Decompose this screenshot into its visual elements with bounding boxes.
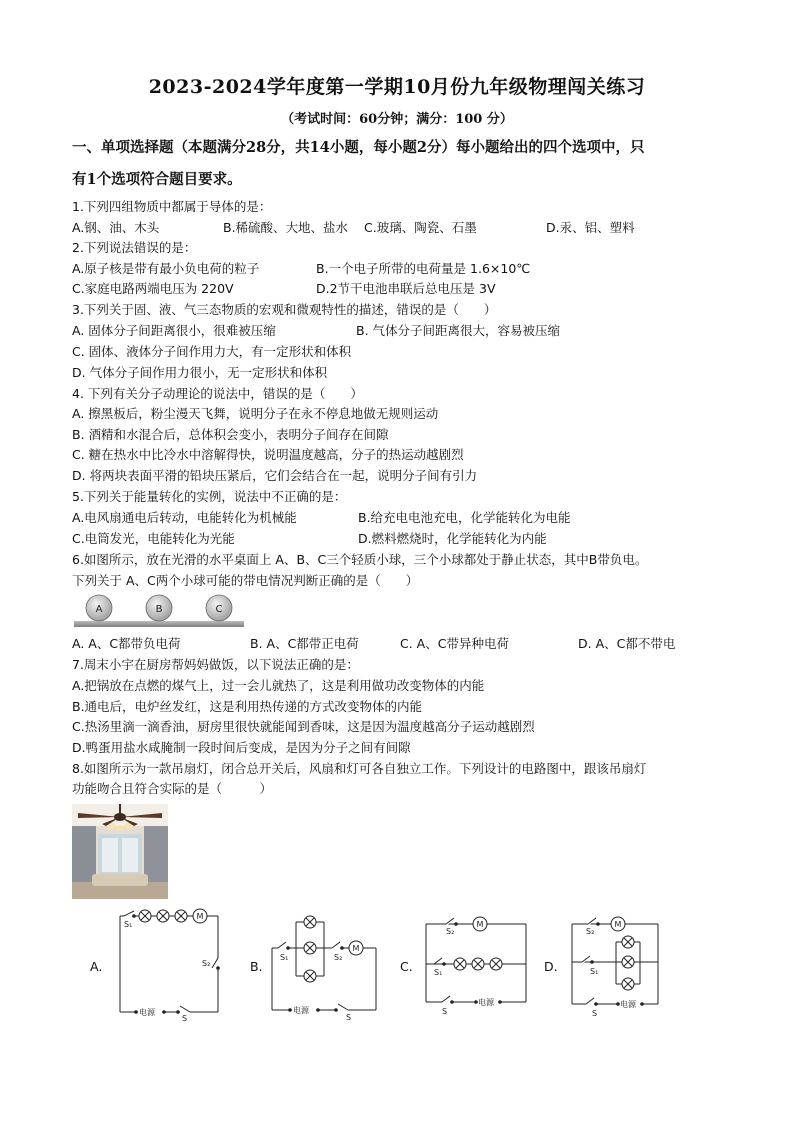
q1-option-b: B.稀硫酸、大地、盐水 [223, 220, 349, 235]
q3-option-c: C. 固体、液体分子间作用力大，有一定形状和体积 [72, 344, 352, 359]
circuit-b [266, 906, 386, 1022]
q7-option-b: B.通电后，电炉丝发红，这是利用热传递的方式改变物体的内能 [72, 699, 423, 714]
q6-option-c: C. A、C带异种电荷 [400, 636, 509, 651]
circuit-c-motor-label: M [476, 920, 484, 929]
q2-option-d: D.2节干电池串联后总电压是 3V [316, 281, 496, 296]
ball-a-label: A [95, 604, 103, 615]
q5-option-d: D.燃料燃烧时，化学能转化为内能 [358, 531, 547, 546]
q7-option-a: A.把锅放在点燃的煤气上，过一会儿就热了，这是利用做功改变物体的内能 [72, 678, 485, 693]
q8-option-a-label: A. [90, 959, 103, 974]
circuit-d-s2-label: S₂ [586, 927, 595, 936]
circuit-c [420, 912, 532, 1018]
circuit-b-s-label: S [346, 1013, 352, 1022]
q4-option-d: D. 将两块表面平滑的铅块压紧后，它们会结合在一起，说明分子间有引力 [72, 468, 478, 483]
q2-option-b: B.一个电子所带的电荷量是 1.6×10℃ [316, 261, 531, 276]
q6-option-a: A. A、C都带负电荷 [72, 636, 181, 651]
q1-option-c: C.玻璃、陶瓷、石墨 [364, 220, 477, 235]
q8-option-b-label: B. [250, 959, 263, 974]
circuit-d-motor-label: M [614, 920, 622, 929]
q8-option-d-label: D. [544, 959, 558, 974]
circuit-d-s-label: S [592, 1009, 598, 1018]
q8-stem-line2: 功能吻合且符合实际的是（ ） [72, 781, 273, 796]
q7-option-d: D.鸭蛋用盐水咸腌制一段时间后变成，是因为分子之间有间隙 [72, 740, 411, 755]
ball-b-label: B [155, 604, 163, 615]
q5-stem: 5.下列关于能量转化的实例，说法中不正确的是： [72, 489, 347, 504]
section-heading-line1: 一、单项选择题（本题满分28分，共14小题，每小题2分）每小题给出的四个选项中，只 [72, 139, 645, 156]
q5-option-b: B.给充电电池充电，化学能转化为电能 [358, 510, 571, 525]
circuit-b-s1-label: S₁ [280, 953, 289, 962]
q3-option-a: A. 固体分子间距离很小，很难被压缩 [72, 323, 276, 338]
q5-option-c: C.电筒发光，电能转化为光能 [72, 531, 235, 546]
q5-option-a: A.电风扇通电后转动，电能转化为机械能 [72, 510, 297, 525]
q3-option-d: D. 气体分子间作用力很小，无一定形状和体积 [72, 365, 328, 380]
exam-info: （考试时间：60分钟；满分：100 分） [281, 112, 513, 127]
q7-option-c: C.热汤里滴一滴香油，厨房里很快就能闻到香味，这是因为温度越高分子运动越剧烈 [72, 719, 535, 734]
q6-balls-figure [74, 594, 244, 628]
q8-stem-line1: 8.如图所示为一款吊扇灯，闭合总开关后，风扇和灯可各自独立工作。下列设计的电路图中，跟该吊扇灯 [72, 761, 647, 776]
circuit-d-s1-label: S₁ [590, 967, 599, 976]
q2-option-c: C.家庭电路两端电压为 220V [72, 281, 234, 296]
q6-option-b: B. A、C都带正电荷 [250, 636, 359, 651]
ceiling-fan-photo [72, 804, 168, 899]
ball-c-label: C [215, 604, 223, 615]
circuit-c-s2-label: S₂ [446, 927, 455, 936]
q4-option-b: B. 酒精和水混合后，总体积会变小，表明分子间存在间隙 [72, 427, 389, 442]
circuit-a-s1-label: S₁ [124, 920, 133, 929]
section-heading-line2: 有1个选项符合题目要求。 [72, 171, 242, 188]
q6-stem-line1: 6.如图所示，放在光滑的水平桌面上 A、B、C三个轻质小球，三个小球都处于静止状态，其中B带负电。 [72, 552, 648, 567]
q3-stem: 3.下列关于固、液、气三态物质的宏观和微观特性的描述，错误的是（ ） [72, 302, 497, 317]
circuit-d-power-label: 电源 [620, 1000, 636, 1009]
circuit-b-power-label: 电源 [293, 1006, 309, 1015]
q1-option-d: D.汞、铝、塑料 [546, 220, 635, 235]
table-surface [74, 621, 244, 627]
circuit-d [566, 912, 666, 1018]
q6-stem-line2: 下列关于 A、C两个小球可能的带电情况判断正确的是（ ） [72, 573, 419, 588]
q1-option-a: A.钢、油、木头 [72, 220, 160, 235]
circuit-a-motor-label: M [196, 912, 204, 921]
q7-stem: 7.周末小宇在厨房帮妈妈做饭，以下说法正确的是： [72, 657, 359, 672]
q3-option-b: B. 气体分子间距离很大，容易被压缩 [356, 323, 561, 338]
circuit-c-s-label: S [442, 1007, 448, 1016]
q1-stem: 1.下列四组物质中都属于导体的是： [72, 199, 272, 214]
q2-option-a: A.原子核是带有最小负电荷的粒子 [72, 261, 260, 276]
q8-option-c-label: C. [400, 959, 413, 974]
q2-stem: 2.下列说法错误的是： [72, 240, 197, 255]
circuit-c-power-label: 电源 [478, 998, 494, 1007]
page-title: 2023-2024学年度第一学期10月份九年级物理闯关练习 [148, 76, 646, 98]
circuit-a-s2-label: S₂ [202, 959, 211, 968]
q4-option-c: C. 糖在热水中比冷水中溶解得快，说明温度越高，分子的热运动越剧烈 [72, 447, 464, 462]
circuit-a-power-label: 电源 [139, 1008, 155, 1017]
circuit-a-s-label: S [182, 1014, 188, 1022]
q4-option-a: A. 擦黑板后，粉尘漫天飞舞，说明分子在永不停息地做无规则运动 [72, 406, 439, 421]
q6-option-d: D. A、C都不带电 [578, 636, 676, 651]
q4-stem: 4. 下列有关分子动理论的说法中，错误的是（ ） [72, 386, 363, 401]
circuit-b-motor-label: M [352, 944, 360, 953]
circuit-a [112, 900, 227, 1022]
circuit-b-s2-label: S₂ [334, 953, 343, 962]
circuit-c-s1-label: S₁ [434, 968, 443, 977]
